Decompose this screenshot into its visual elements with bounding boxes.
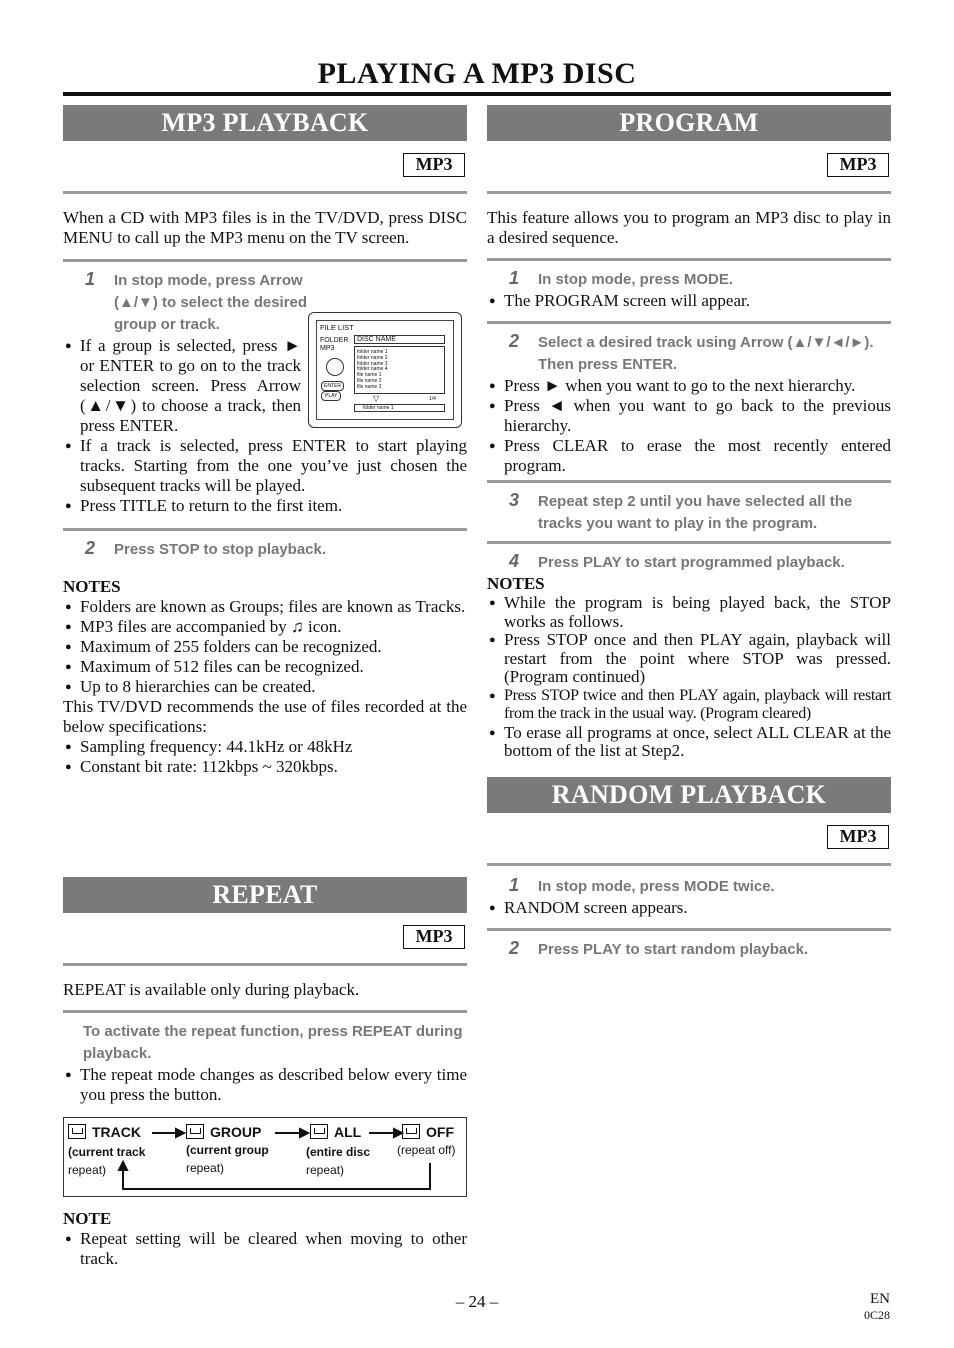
mode-sub: (entire disc bbox=[306, 1145, 371, 1159]
note-item: ● Folders are known as Groups; files are known as Tracks. bbox=[63, 597, 467, 617]
mp3-badge: MP3 bbox=[403, 153, 465, 177]
file-list-item: folder name 1 bbox=[357, 349, 388, 355]
mp3-playback-heading: MP3 PLAYBACK bbox=[63, 105, 467, 141]
program-step1 bbox=[487, 269, 891, 291]
step-number: 2 bbox=[509, 331, 520, 351]
bullet-item: ● If a track is selected, press ENTER to start playing tracks. Starting from the one you’ve just chosen the subsequent tracks will be played. bbox=[63, 436, 467, 496]
note-item: ● Press STOP once and then PLAY again, playback will restart from the point where STOP was pressed. (Program continued) bbox=[487, 631, 891, 687]
note-item: ● To erase all programs at once, select ALL CLEAR at the bottom of the list at Step2. bbox=[487, 724, 891, 761]
bullet-item: ● Press TITLE to return to the first item. bbox=[63, 496, 467, 516]
random-step2 bbox=[487, 939, 891, 961]
file-list-item: file name 1 bbox=[357, 372, 382, 379]
page-indicator: 1/4 bbox=[429, 396, 436, 402]
program-step4 bbox=[487, 552, 891, 574]
divider bbox=[487, 191, 891, 194]
bullet-item: ● RANDOM screen appears. bbox=[487, 898, 891, 918]
mp3-badge: MP3 bbox=[403, 925, 465, 949]
divider bbox=[63, 1010, 467, 1013]
file-list-item: folder name 2 bbox=[357, 354, 388, 361]
notes-heading: NOTES bbox=[63, 577, 121, 596]
down-arrow-icon: ▽ bbox=[373, 394, 380, 403]
bullet-item: ● Press ► when you want to go to the next hierarchy. bbox=[487, 376, 891, 396]
step-number: 4 bbox=[509, 551, 520, 571]
folder-label: FOLDER bbox=[320, 337, 349, 344]
mode-sub: repeat) bbox=[186, 1161, 225, 1175]
note-item: ● MP3 files are accompanied by ♫ icon. bbox=[63, 617, 467, 637]
random-playback-section bbox=[487, 777, 891, 961]
mp3-badge: MP3 bbox=[827, 825, 889, 849]
arrow-pad-icon bbox=[326, 358, 344, 376]
file-list-item: file name 3 bbox=[357, 383, 382, 390]
mode-sub: (current group bbox=[186, 1143, 269, 1157]
repeat-intro: REPEAT is available only during playback. bbox=[63, 980, 360, 999]
divider bbox=[487, 321, 891, 324]
repeat-section bbox=[63, 877, 467, 1269]
step-number: 1 bbox=[509, 875, 520, 895]
step-number: 1 bbox=[509, 268, 520, 288]
note-item: ● Repeat setting will be cleared when moving to other track. bbox=[63, 1229, 467, 1269]
mp3-playback-section bbox=[63, 105, 467, 777]
divider bbox=[487, 258, 891, 261]
step-number: 1 bbox=[85, 269, 96, 289]
bullet-item: ● The PROGRAM screen will appear. bbox=[487, 291, 891, 311]
page-number: – 24 – bbox=[455, 1292, 499, 1311]
divider bbox=[487, 863, 891, 866]
mode-sub: repeat) bbox=[306, 1163, 345, 1177]
mode-label: TRACK bbox=[92, 1124, 141, 1140]
mode-sub: (current track bbox=[68, 1145, 146, 1159]
bullet-item: ● The repeat mode changes as described below every time you press the button. bbox=[63, 1065, 467, 1105]
divider bbox=[487, 541, 891, 544]
recommend-text: This TV/DVD recommends the use of files recorded at the below specifications: bbox=[63, 697, 467, 736]
spec-item: ● Constant bit rate: 112kbps ~ 320kbps. bbox=[63, 757, 467, 777]
language-code: EN bbox=[870, 1291, 890, 1307]
document-code: 0C28 bbox=[863, 1308, 890, 1322]
mode-label: OFF bbox=[426, 1124, 454, 1140]
divider bbox=[487, 928, 891, 931]
step-text: Press PLAY to start random playback. bbox=[538, 941, 809, 958]
mp3-playback-intro: When a CD with MP3 files is in the TV/DVD, press DISC MENU to call up the MP3 menu on the TV screen. bbox=[63, 208, 467, 247]
mp3-badge: MP3 bbox=[827, 153, 889, 177]
repeat-step: To activate the repeat function, press REPEAT during playback. bbox=[83, 1023, 463, 1062]
file-list-box bbox=[354, 346, 445, 394]
file-list-item: folder name 4 bbox=[357, 366, 388, 373]
mode-label: ALL bbox=[334, 1124, 362, 1140]
step-number: 2 bbox=[85, 538, 96, 558]
program-step2 bbox=[487, 332, 891, 376]
step-text: Press STOP to stop playback. bbox=[114, 541, 327, 558]
repeat-flow-arrows bbox=[64, 1118, 468, 1198]
note-item: ● Press STOP twice and then PLAY again, playback will restart from the track in the usual way. (Program cleared) bbox=[487, 687, 891, 724]
page-title: PLAYING A MP3 DISC bbox=[317, 57, 637, 90]
step-text: Select a desired track using Arrow (▲/▼/◄/►). Then press ENTER. bbox=[538, 334, 874, 373]
mode-sub: repeat) bbox=[68, 1163, 107, 1177]
mp3-label: MP3 bbox=[320, 345, 335, 352]
file-list-item: folder name 3 bbox=[357, 360, 388, 367]
mp3-step2 bbox=[63, 539, 467, 561]
bullet-item: ● Press CLEAR to erase the most recently entered program. bbox=[487, 436, 891, 476]
step-number: 3 bbox=[509, 490, 520, 510]
program-section bbox=[487, 105, 891, 761]
divider bbox=[63, 259, 467, 262]
program-step3 bbox=[487, 491, 891, 535]
note-heading: NOTE bbox=[63, 1209, 112, 1228]
notes-heading: NOTES bbox=[487, 574, 545, 593]
figure-title: FILE LIST bbox=[320, 323, 354, 332]
file-list-item: file name 2 bbox=[357, 378, 382, 384]
step-text: In stop mode, press Arrow (▲/▼) to select the desired group or track. bbox=[114, 272, 308, 333]
divider bbox=[63, 963, 467, 966]
file-list-figure bbox=[308, 312, 462, 428]
bottom-item: folder name 1 bbox=[354, 404, 445, 412]
divider bbox=[487, 480, 891, 483]
step-text: In stop mode, press MODE twice. bbox=[538, 878, 775, 895]
step-text: In stop mode, press MODE. bbox=[538, 271, 734, 288]
program-heading: PROGRAM bbox=[487, 105, 891, 141]
bullet-item: ● If a group is selected, press ► or ENTER to go on to the track selection screen. Press Arrow (▲/▼) to choose a track, then press ENTER. bbox=[63, 336, 301, 436]
step-text: Press PLAY to start programmed playback. bbox=[538, 554, 845, 571]
random-step1 bbox=[487, 876, 891, 898]
step-number: 2 bbox=[509, 938, 520, 958]
program-intro: This feature allows you to program an MP3 disc to play in a desired sequence. bbox=[487, 208, 891, 247]
random-playback-heading: RANDOM PLAYBACK bbox=[487, 777, 891, 813]
title-rule bbox=[63, 92, 891, 96]
disc-name-bar: DISC NAME bbox=[354, 335, 445, 344]
spec-item: ● Sampling frequency: 44.1kHz or 48kHz bbox=[63, 737, 467, 757]
divider bbox=[63, 191, 467, 194]
note-item: ● Maximum of 512 files can be recognized. bbox=[63, 657, 467, 677]
mp3-step1-block bbox=[63, 270, 467, 516]
step-text: Repeat step 2 until you have selected all the tracks you want to play in the program. bbox=[538, 493, 853, 532]
divider bbox=[63, 528, 467, 531]
bullet-item: ● Press ◄ when you want to go back to the previous hierarchy. bbox=[487, 396, 891, 436]
repeat-heading: REPEAT bbox=[63, 877, 467, 913]
mode-sub: (repeat off) bbox=[397, 1143, 456, 1157]
note-item: ● While the program is being played back, the STOP works as follows. bbox=[487, 594, 891, 631]
mode-label: GROUP bbox=[210, 1124, 262, 1140]
note-item: ● Up to 8 hierarchies can be created. bbox=[63, 677, 467, 697]
note-item: ● Maximum of 255 folders can be recognized. bbox=[63, 637, 467, 657]
enter-label: ENTER bbox=[321, 381, 344, 391]
repeat-mode-diagram bbox=[63, 1117, 467, 1197]
play-label: PLAY bbox=[321, 391, 341, 401]
